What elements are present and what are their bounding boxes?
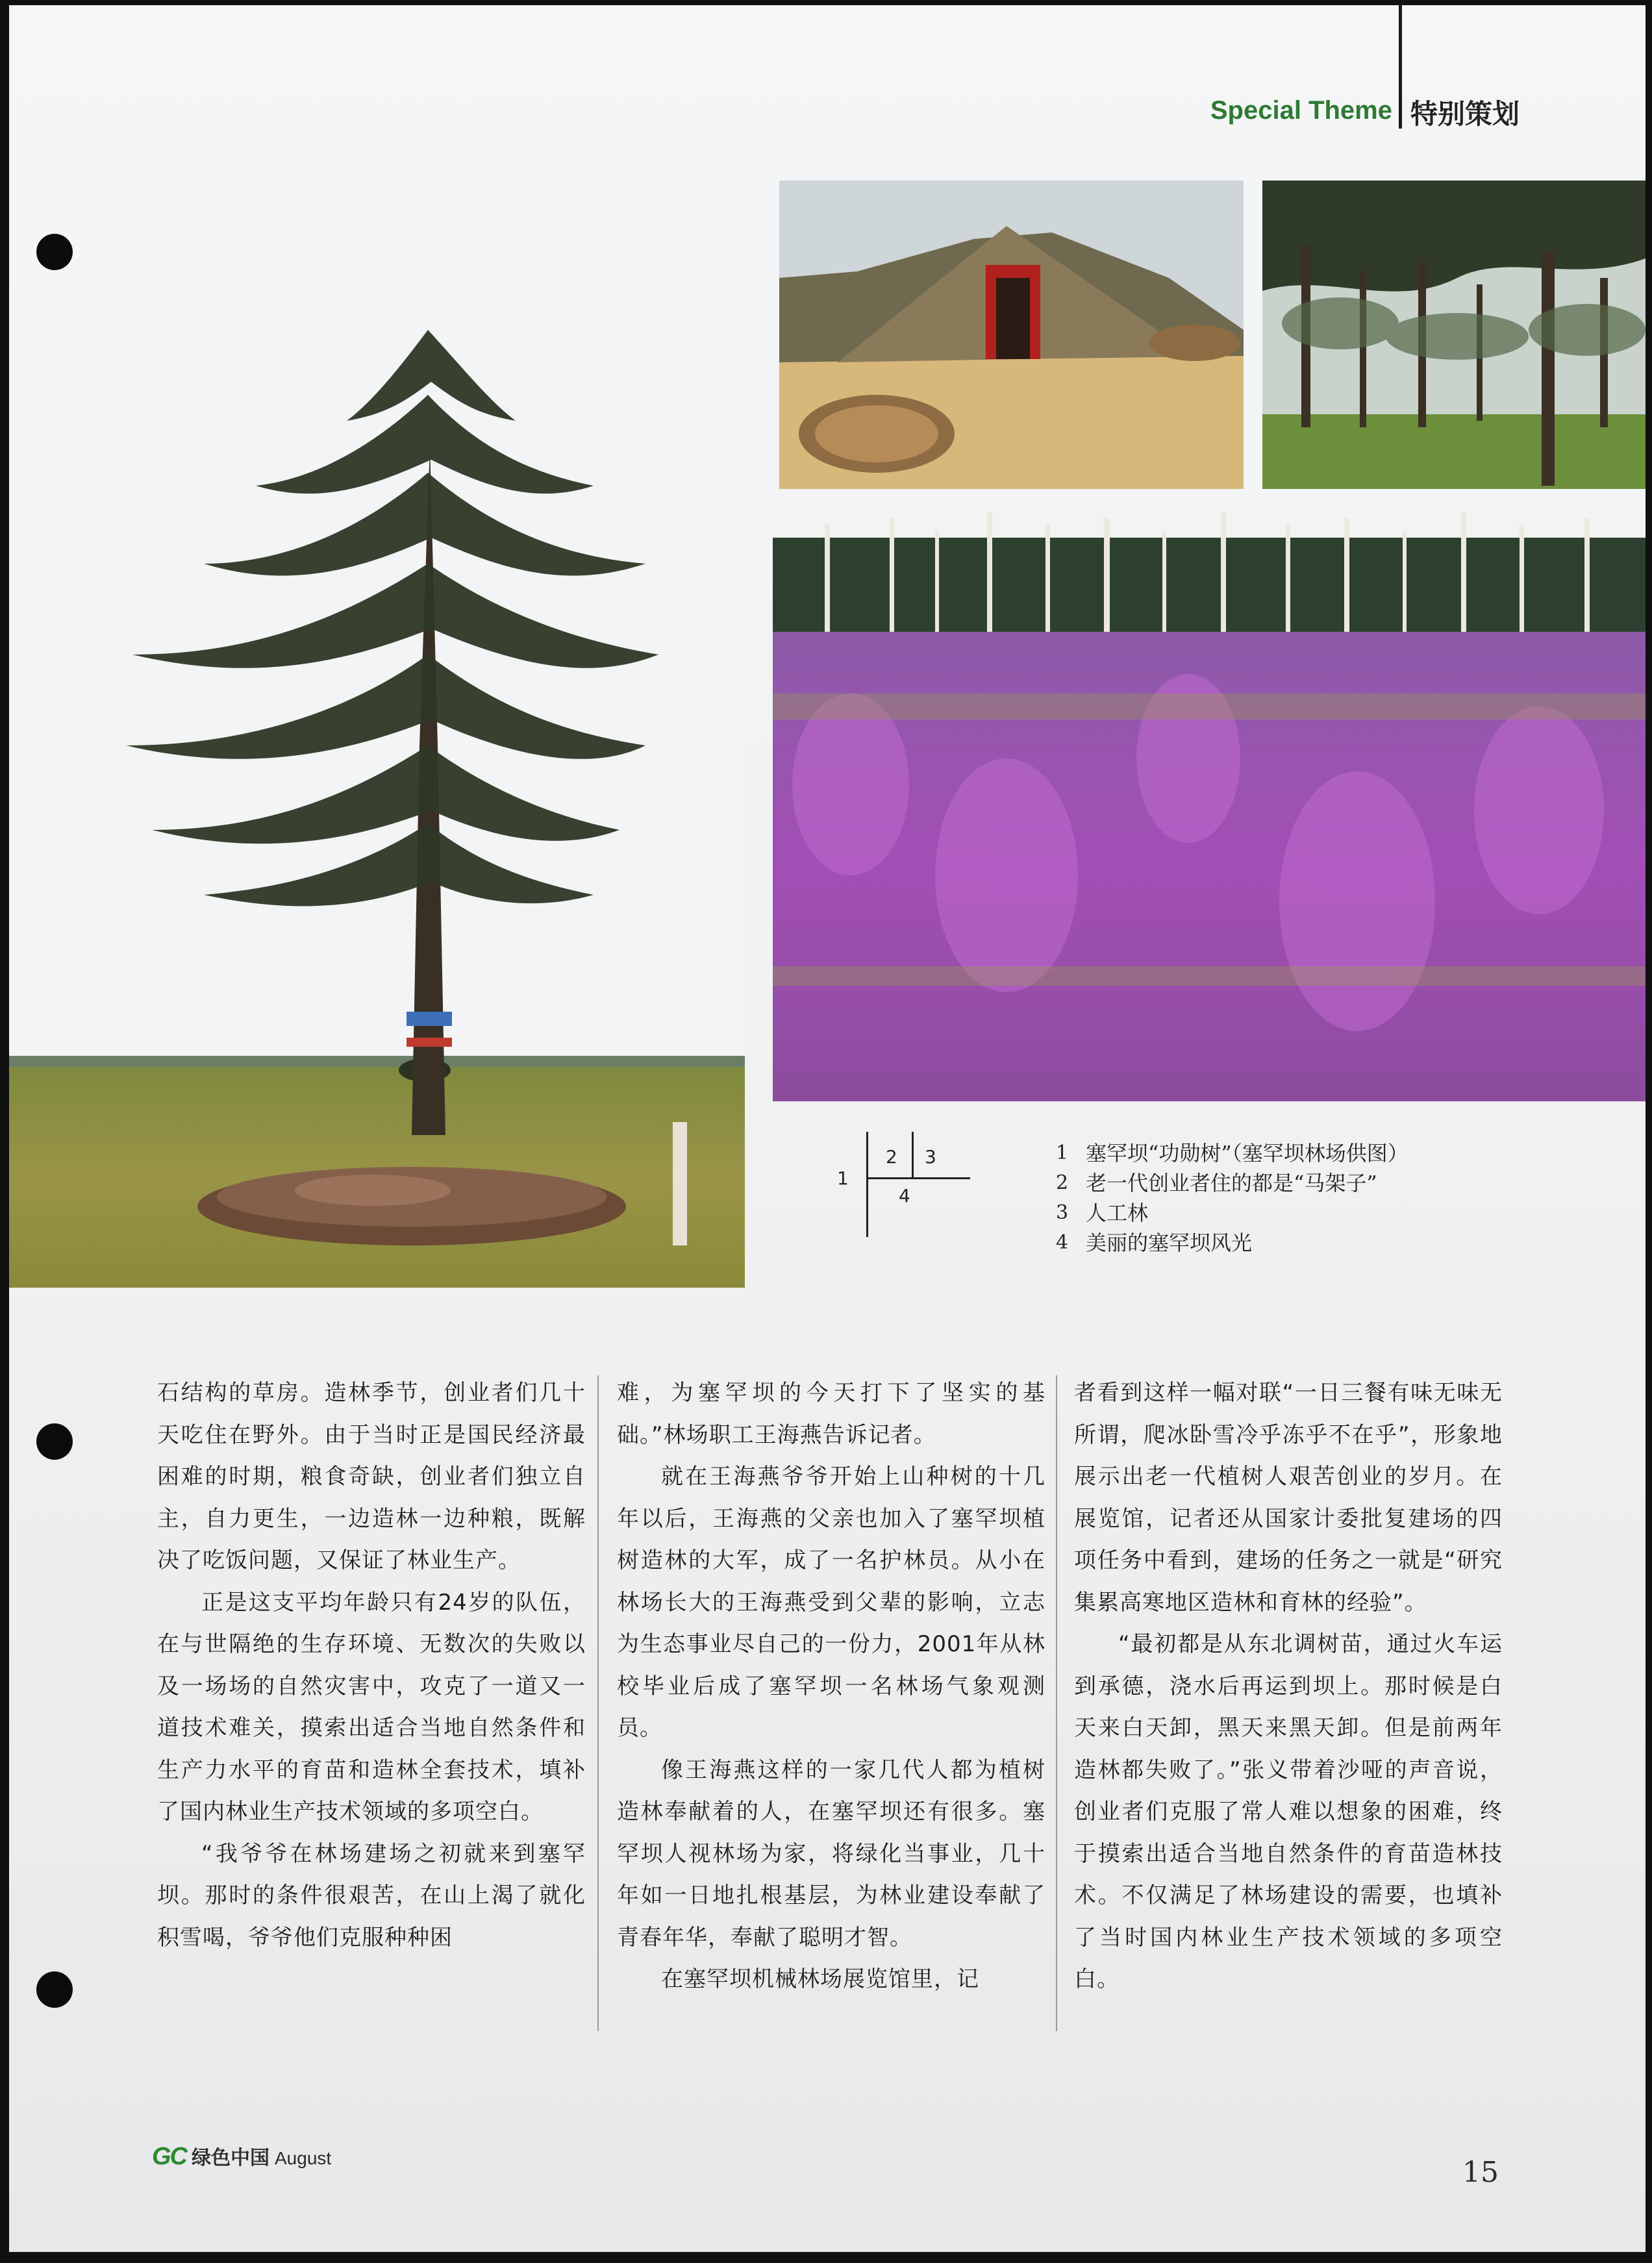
paragraph: 石结构的草房。造林季节，创业者们几十天吃住在野外。由于当时正是国民经济最困难的时期，粮食奇缺，创业者们独立自主，自力更生，一边造林一边种粮，既解决了吃饭问题，又保证了林业生产。: [157, 1380, 586, 1573]
page-footer: [152, 2142, 331, 2171]
article-column-2: [617, 1372, 1045, 2001]
paragraph: 像王海燕这样的一家几代人都为植树造林奉献着的人，在塞罕坝还有很多。塞罕坝人视林场为家，将绿化当事业，几十年如一日地扎根基层，为林业建设奉献了青春年华，奉献了聪明才智。: [617, 1757, 1045, 1951]
magazine-name: 绿色中国: [192, 2147, 269, 2169]
paragraph: “我爷爷在林场建场之初就来到塞罕坝。那时的条件很艰苦，在山上渴了就化积雪喝，爷爷他们克服种种困: [157, 1840, 586, 1951]
paragraph: “最初都是从东北调树苗，通过火车运到承德，浇水后再运到坝上。那时候是白天来白天卸，黑天来黑天卸。但是前两年造林都失败了。”张义带着沙哑的声音说，创业者们克服了常人难以想象的困难，终于摸索出适合当地自然条件的育苗造林技术。不仅满足了林场建设的需要，也填补了当时国内林业生产技术领域的多项空白。: [1074, 1631, 1503, 1992]
caption-item: 2 老一代创业者住的都是“马架子”: [1056, 1171, 1377, 1195]
page-number: 15: [1462, 2156, 1499, 2189]
lone-larch-tree-photo: [9, 291, 745, 1288]
paragraph: 者看到这样一幅对联“一日三餐有味无味无所谓，爬冰卧雪冷乎冻乎不在乎”，形象地展示出老一代植树人艰苦创业的岁月。在展览馆，记者还从国家计委批复建场的四项任务中看到，建场的任务之一就是“研究集累高寒地区造林和育林的经验”。: [1074, 1380, 1503, 1616]
key-label-1: 1: [837, 1168, 849, 1189]
caption-item: 4 美丽的塞罕坝风光: [1056, 1231, 1253, 1255]
header-divider: [1399, 5, 1402, 129]
key-label-3: 3: [925, 1146, 936, 1168]
paragraph: 在塞罕坝机械林场展览馆里，记: [661, 1966, 979, 1992]
caption-item: 1 塞罕坝“功勋树”（塞罕坝林场供图）: [1056, 1141, 1408, 1166]
magazine-logo: GC: [152, 2143, 186, 2170]
column-divider: [597, 1375, 599, 2031]
column-divider: [1056, 1375, 1057, 2031]
earthen-hut-photo: [779, 181, 1244, 489]
section-title-zh: 特别策划: [1410, 98, 1520, 130]
photo-captions: [1056, 1138, 1408, 1258]
binder-hole: [36, 234, 73, 270]
section-title-en: Special Theme: [1210, 96, 1392, 125]
key-label-2: 2: [886, 1146, 897, 1168]
purple-flower-meadow-photo: [773, 512, 1646, 1101]
paragraph: 就在王海燕爷爷开始上山种树的十几年以后，王海燕的父亲也加入了塞罕坝植树造林的大军，成了一名护林员。从小在林场长大的王海燕受到父辈的影响，立志为生态事业尽自己的一份力，2001年从林校毕业后成了塞罕坝一名林场气象观测员。: [617, 1464, 1045, 1741]
planted-forest-photo: [1262, 181, 1646, 489]
caption-item: 3 人工林: [1056, 1201, 1149, 1225]
key-label-4: 4: [899, 1185, 910, 1207]
article-column-1: [157, 1372, 586, 1958]
binder-hole: [36, 1423, 73, 1460]
paragraph: 正是这支平均年龄只有24岁的队伍，在与世隔绝的生存环境、无数次的失败以及一场场的自然灾害中，攻克了一道又一道技术难关，摸索出适合当地自然条件和生产力水平的育苗和造林全套技术，填补了国内林业生产技术领域的多项空白。: [157, 1589, 586, 1825]
photo-layout-key: [827, 1132, 970, 1242]
magazine-page: [9, 5, 1646, 2252]
article-column-3: [1074, 1372, 1503, 2001]
issue-month: August: [275, 2148, 332, 2168]
binder-hole: [36, 1971, 73, 2008]
paragraph: 难，为塞罕坝的今天打下了坚实的基础。”林场职工王海燕告诉记者。: [617, 1380, 1045, 1448]
